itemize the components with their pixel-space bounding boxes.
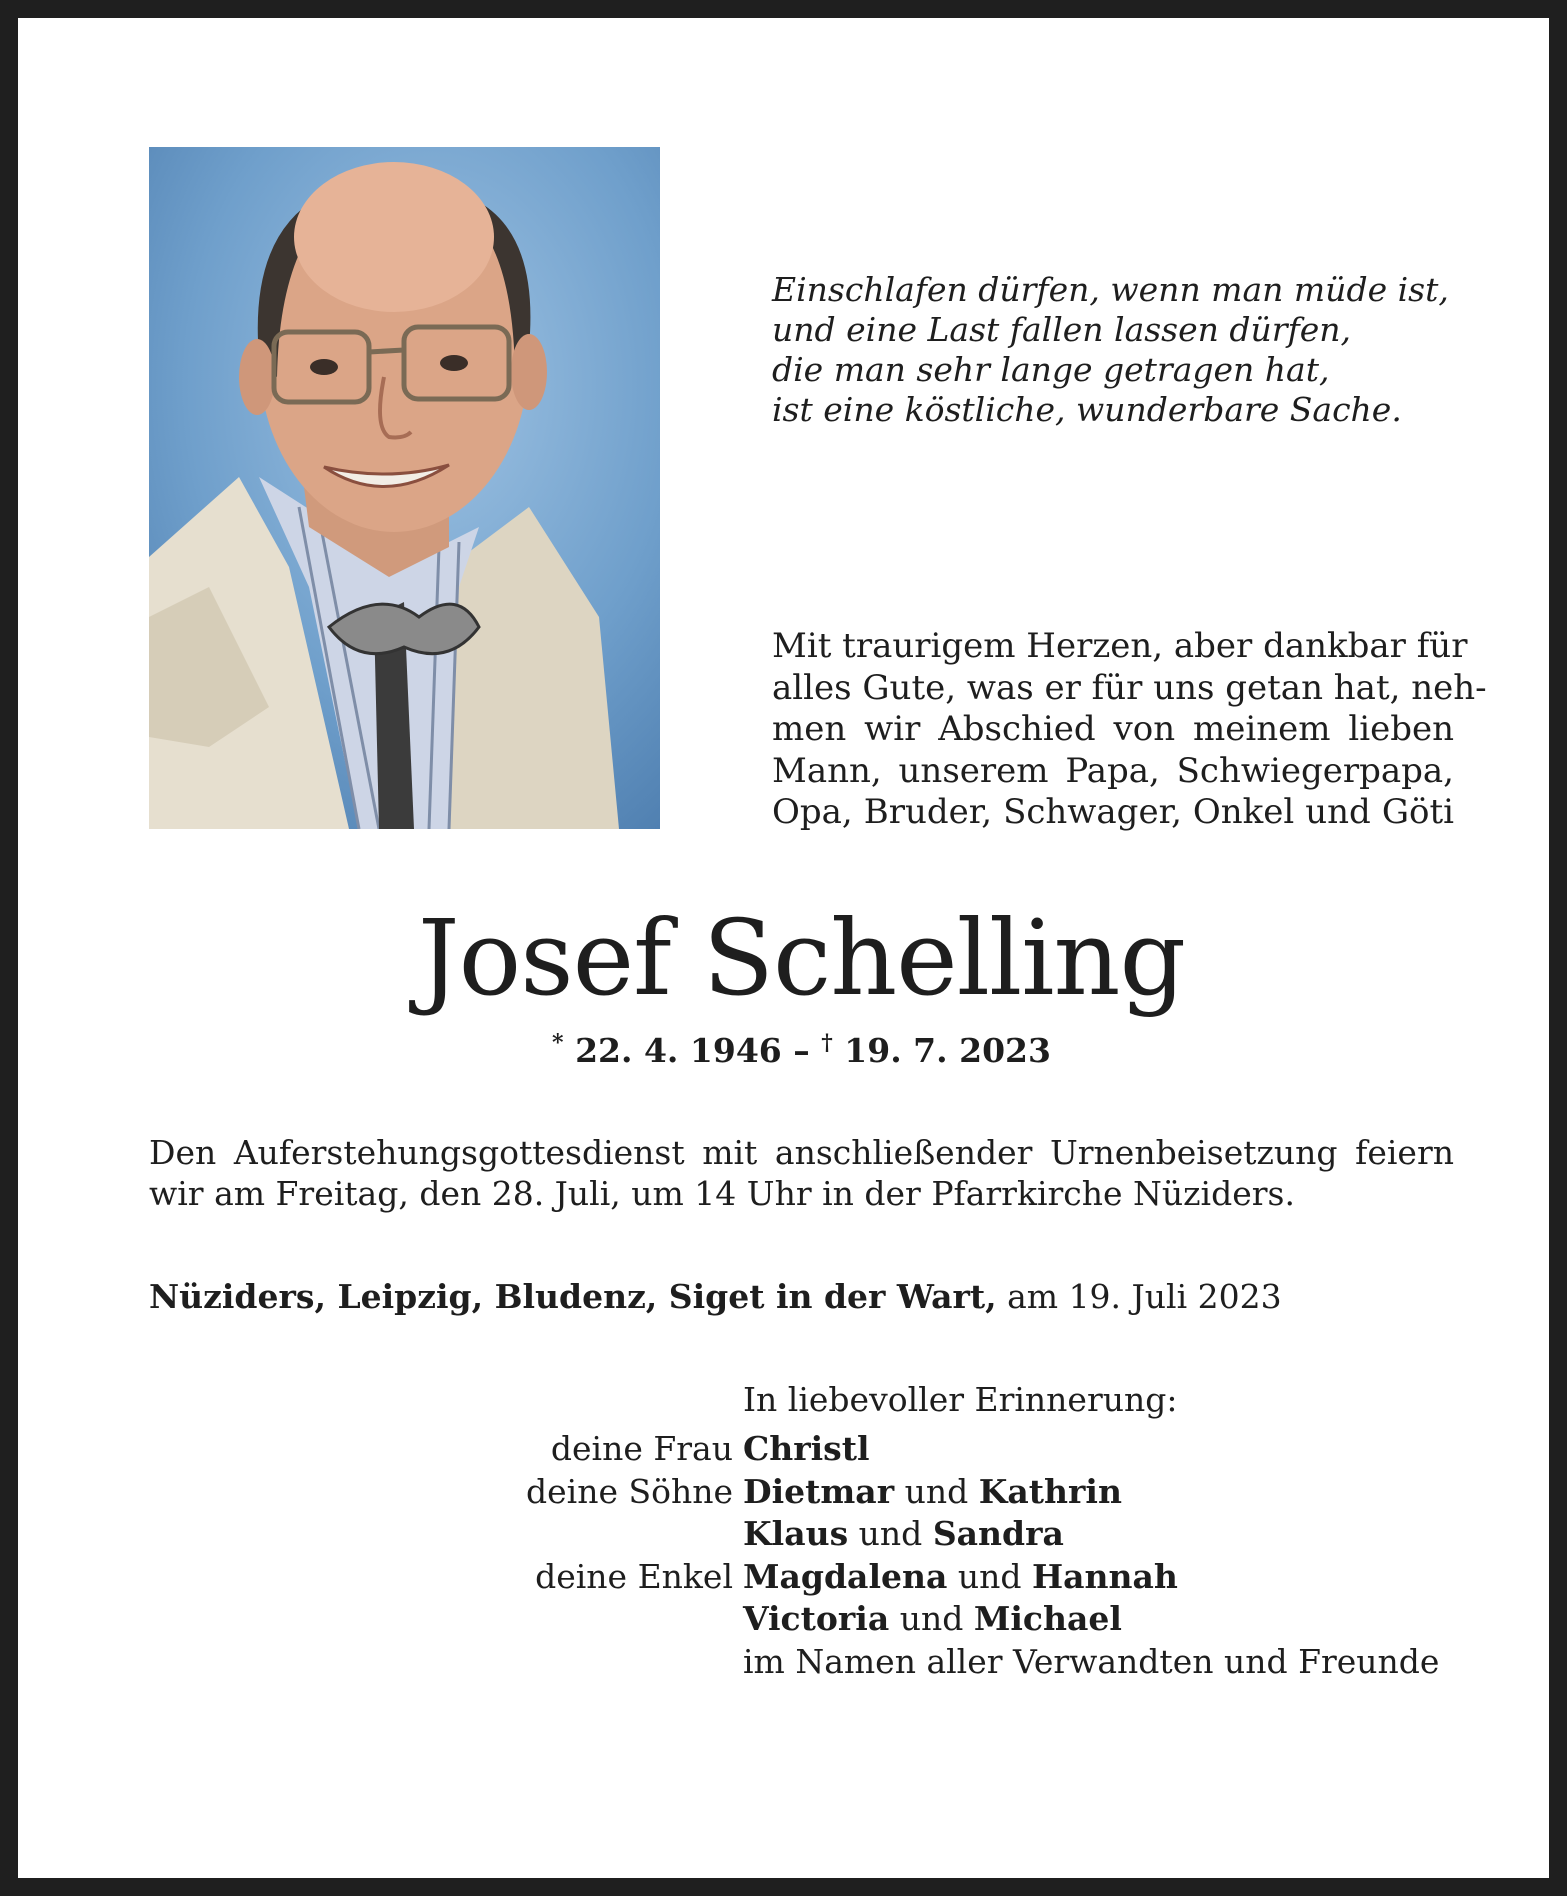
family-label: deine Söhne xyxy=(526,1471,733,1511)
family-member: Magdalena xyxy=(743,1556,948,1596)
family-row-sons-2 xyxy=(378,1513,1439,1556)
family-member: Kathrin xyxy=(978,1471,1122,1511)
portrait-illustration xyxy=(149,147,660,829)
family-closing: im Namen aller Verwandten und Freunde xyxy=(743,1641,1440,1681)
family-row-grandchildren xyxy=(378,1556,1439,1599)
family-member: Sandra xyxy=(932,1514,1064,1553)
family-label: deine Frau xyxy=(550,1429,733,1468)
farewell-line: alles Gute, was er für uns getan hat, neh- xyxy=(772,667,1487,708)
service-announcement xyxy=(149,1132,1454,1214)
family-member: Klaus xyxy=(743,1514,849,1553)
family-member: Hannah xyxy=(1032,1556,1178,1596)
life-dates xyxy=(18,1030,1567,1070)
family-row-closing xyxy=(378,1641,1439,1684)
conjunction: und xyxy=(899,1599,964,1638)
date-separator: – xyxy=(793,1031,810,1070)
quote-line: Einschlafen dürfen, wenn man müde ist, xyxy=(772,270,1449,309)
family-member: Dietmar xyxy=(743,1471,895,1511)
deceased-name: Josef Schelling xyxy=(417,897,1186,1019)
family-row-sons xyxy=(378,1471,1439,1514)
memory-heading: In liebevoller Erinnerung: xyxy=(743,1380,1178,1419)
farewell-line: Opa, Bruder, Schwager, Onkel und Göti xyxy=(772,792,1454,832)
quote-line: und eine Last fallen lassen dürfen, xyxy=(772,310,1352,349)
poem-quote xyxy=(772,270,1449,430)
conjunction: und xyxy=(957,1556,1022,1596)
portrait-photo xyxy=(149,147,660,829)
birth-symbol: * xyxy=(552,1030,564,1056)
conjunction: und xyxy=(904,1471,969,1511)
place-towns: Nüziders, Leipzig, Bludenz, Siget in der Wart, xyxy=(149,1277,997,1316)
service-line: wir am Freitag, den 28. Juli, um 14 Uhr in der Pfarrkirche Nüziders. xyxy=(149,1174,1295,1213)
service-line: Den Auferstehungsgottesdienst mit anschließender Urnenbeisetzung feiern xyxy=(149,1133,1454,1172)
farewell-text xyxy=(772,626,1487,834)
conjunction: und xyxy=(858,1514,923,1553)
quote-line: ist eine köstliche, wunderbare Sache. xyxy=(772,390,1402,429)
farewell-line: men wir Abschied von meinem lieben xyxy=(772,709,1454,749)
death-date: 19. 7. 2023 xyxy=(844,1031,1051,1070)
family-label: deine Enkel xyxy=(535,1556,733,1596)
death-symbol: † xyxy=(821,1030,833,1056)
family-member: Christl xyxy=(743,1429,870,1468)
farewell-line: Mit traurigem Herzen, aber dankbar für xyxy=(772,626,1468,666)
family-row-grandchildren-2 xyxy=(378,1598,1439,1641)
place-date: am 19. Juli 2023 xyxy=(1007,1277,1282,1316)
family-member: Michael xyxy=(973,1599,1122,1638)
family-list xyxy=(378,1428,1439,1683)
family-member: Victoria xyxy=(743,1599,890,1638)
place-date-line xyxy=(149,1277,1282,1316)
quote-line: die man sehr lange getragen hat, xyxy=(772,350,1330,389)
farewell-line: Mann, unserem Papa, Schwiegerpapa, xyxy=(772,750,1454,791)
family-row-wife xyxy=(378,1428,1439,1471)
birth-date: 22. 4. 1946 xyxy=(575,1031,782,1070)
